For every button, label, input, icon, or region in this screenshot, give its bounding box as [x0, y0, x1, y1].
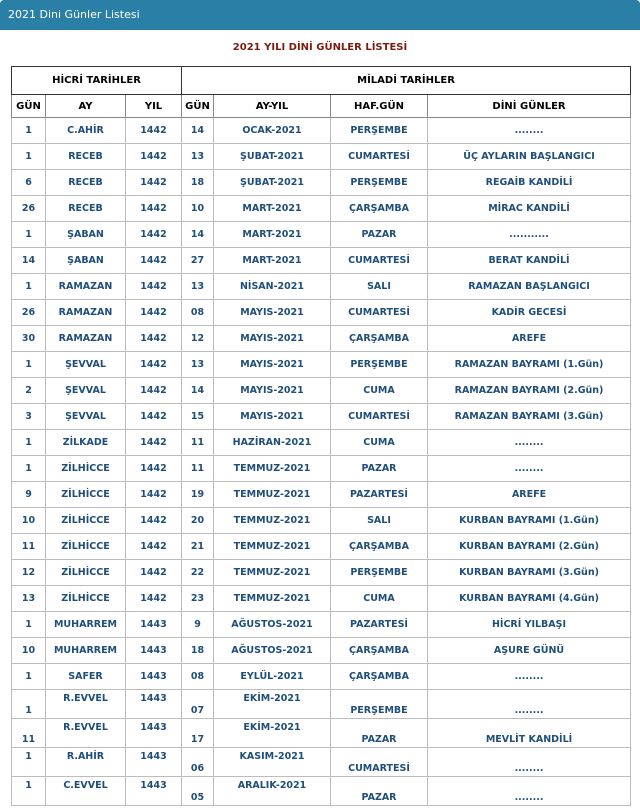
cell-weekday: PERŞEMBE: [331, 352, 428, 378]
cell-hijri-year: 1442: [126, 144, 182, 170]
table-row: [12, 664, 631, 690]
cell-religious-day: MEVLİT KANDİLİ: [428, 719, 631, 748]
cell-religious-day: ...........: [428, 222, 631, 248]
cell-hijri-month: C.EVVEL: [46, 777, 126, 806]
cell-hijri-month: ZİLHİCCE: [46, 586, 126, 612]
cell-hijri-year: 1443: [126, 612, 182, 638]
cell-hijri-day: 1: [12, 748, 46, 777]
cell-hijri-month: RAMAZAN: [46, 300, 126, 326]
cell-hijri-day: 10: [12, 638, 46, 664]
cell-weekday: PAZAR: [331, 222, 428, 248]
column-header-hijri-day: GÜN: [12, 95, 46, 118]
cell-hijri-year: 1442: [126, 196, 182, 222]
cell-hijri-month: ŞEVVAL: [46, 404, 126, 430]
cell-weekday: CUMARTESİ: [331, 404, 428, 430]
cell-religious-day: KURBAN BAYRAMI (3.Gün): [428, 560, 631, 586]
column-header-month-year: AY-YIL: [214, 95, 331, 118]
table-row: [12, 274, 631, 300]
cell-hijri-day: 3: [12, 404, 46, 430]
cell-religious-day: ÜÇ AYLARIN BAŞLANGICI: [428, 144, 631, 170]
column-header-hijri-month: AY: [46, 95, 126, 118]
cell-hijri-year: 1442: [126, 378, 182, 404]
cell-religious-day: ........: [428, 777, 631, 806]
hijri-dates-header: HİCRİ TARİHLER: [12, 67, 182, 95]
cell-gregorian-day: 06: [182, 748, 214, 777]
cell-gregorian-day: 17: [182, 719, 214, 748]
cell-hijri-month: ZİLHİCCE: [46, 534, 126, 560]
cell-religious-day: KURBAN BAYRAMI (4.Gün): [428, 586, 631, 612]
cell-hijri-year: 1442: [126, 118, 182, 144]
cell-hijri-month: ZİLHİCCE: [46, 560, 126, 586]
cell-gregorian-day: 11: [182, 430, 214, 456]
cell-hijri-day: 6: [12, 170, 46, 196]
cell-hijri-month: ŞABAN: [46, 222, 126, 248]
cell-weekday: SALI: [331, 274, 428, 300]
cell-hijri-year: 1442: [126, 456, 182, 482]
cell-month-year: OCAK-2021: [214, 118, 331, 144]
cell-hijri-month: ZİLKADE: [46, 430, 126, 456]
cell-month-year: MART-2021: [214, 222, 331, 248]
cell-gregorian-day: 20: [182, 508, 214, 534]
table-row: [12, 482, 631, 508]
cell-hijri-month: MUHARREM: [46, 638, 126, 664]
table-row: [12, 326, 631, 352]
cell-gregorian-day: 19: [182, 482, 214, 508]
cell-hijri-month: ZİLHİCCE: [46, 482, 126, 508]
cell-religious-day: ........: [428, 430, 631, 456]
cell-gregorian-day: 08: [182, 300, 214, 326]
cell-gregorian-day: 15: [182, 404, 214, 430]
cell-gregorian-day: 23: [182, 586, 214, 612]
column-header-row: [12, 95, 631, 118]
cell-month-year: TEMMUZ-2021: [214, 560, 331, 586]
cell-gregorian-day: 13: [182, 352, 214, 378]
cell-month-year: TEMMUZ-2021: [214, 534, 331, 560]
table-row: [12, 719, 631, 748]
cell-gregorian-day: 05: [182, 777, 214, 806]
cell-hijri-year: 1443: [126, 719, 182, 748]
table-body: [12, 118, 631, 806]
column-header-weekday: HAF.GÜN: [331, 95, 428, 118]
table-row: [12, 777, 631, 806]
cell-gregorian-day: 11: [182, 456, 214, 482]
cell-hijri-year: 1442: [126, 170, 182, 196]
group-header-row: [12, 67, 631, 95]
cell-weekday: PAZAR: [331, 719, 428, 748]
cell-hijri-day: 1: [12, 612, 46, 638]
cell-gregorian-day: 27: [182, 248, 214, 274]
cell-hijri-year: 1443: [126, 638, 182, 664]
cell-weekday: PAZAR: [331, 456, 428, 482]
cell-weekday: PERŞEMBE: [331, 690, 428, 719]
cell-hijri-day: 30: [12, 326, 46, 352]
cell-religious-day: REGAİB KANDİLİ: [428, 170, 631, 196]
window-title: 2021 Dini Günler Listesi: [8, 8, 140, 21]
cell-month-year: MART-2021: [214, 248, 331, 274]
cell-hijri-year: 1442: [126, 404, 182, 430]
cell-hijri-day: 26: [12, 300, 46, 326]
cell-hijri-month: R.EVVEL: [46, 690, 126, 719]
cell-religious-day: ........: [428, 664, 631, 690]
cell-weekday: CUMA: [331, 586, 428, 612]
cell-hijri-year: 1442: [126, 222, 182, 248]
table-row: [12, 144, 631, 170]
cell-religious-day: ........: [428, 456, 631, 482]
column-header-gregorian-day: GÜN: [182, 95, 214, 118]
table-row: [12, 378, 631, 404]
cell-hijri-day: 2: [12, 378, 46, 404]
gregorian-dates-header: MİLADİ TARİHLER: [182, 67, 631, 95]
cell-hijri-year: 1442: [126, 508, 182, 534]
cell-hijri-day: 1: [12, 144, 46, 170]
cell-weekday: CUMA: [331, 430, 428, 456]
cell-hijri-day: 10: [12, 508, 46, 534]
cell-weekday: CUMARTESİ: [331, 248, 428, 274]
cell-hijri-year: 1443: [126, 748, 182, 777]
table-row: [12, 118, 631, 144]
cell-hijri-day: 1: [12, 352, 46, 378]
cell-weekday: PERŞEMBE: [331, 560, 428, 586]
cell-hijri-month: R.AHİR: [46, 748, 126, 777]
cell-month-year: ŞUBAT-2021: [214, 144, 331, 170]
cell-gregorian-day: 08: [182, 664, 214, 690]
cell-hijri-month: MUHARREM: [46, 612, 126, 638]
cell-religious-day: KURBAN BAYRAMI (1.Gün): [428, 508, 631, 534]
cell-gregorian-day: 10: [182, 196, 214, 222]
cell-hijri-year: 1442: [126, 352, 182, 378]
cell-month-year: TEMMUZ-2021: [214, 508, 331, 534]
table-row: [12, 748, 631, 777]
cell-month-year: MART-2021: [214, 196, 331, 222]
cell-weekday: CUMARTESİ: [331, 144, 428, 170]
table-row: [12, 638, 631, 664]
cell-weekday: PAZARTESİ: [331, 482, 428, 508]
cell-weekday: PAZARTESİ: [331, 612, 428, 638]
cell-weekday: ÇARŞAMBA: [331, 664, 428, 690]
cell-month-year: MAYIS-2021: [214, 404, 331, 430]
table-row: [12, 430, 631, 456]
cell-gregorian-day: 22: [182, 560, 214, 586]
cell-hijri-day: 26: [12, 196, 46, 222]
cell-hijri-year: 1442: [126, 248, 182, 274]
cell-hijri-day: 1: [12, 456, 46, 482]
cell-month-year: EKİM-2021: [214, 690, 331, 719]
cell-gregorian-day: 21: [182, 534, 214, 560]
cell-weekday: ÇARŞAMBA: [331, 326, 428, 352]
page-title: 2021 YILI DİNİ GÜNLER LİSTESİ: [232, 42, 408, 53]
cell-hijri-month: RECEB: [46, 144, 126, 170]
cell-hijri-day: 11: [12, 719, 46, 748]
cell-gregorian-day: 14: [182, 378, 214, 404]
cell-gregorian-day: 07: [182, 690, 214, 719]
cell-hijri-month: ŞEVVAL: [46, 352, 126, 378]
holidays-table: [11, 66, 631, 806]
cell-hijri-year: 1442: [126, 326, 182, 352]
table-row: [12, 170, 631, 196]
column-header-religious-day: DİNİ GÜNLER: [428, 95, 631, 118]
cell-hijri-month: RAMAZAN: [46, 326, 126, 352]
cell-religious-day: RAMAZAN BAYRAMI (1.Gün): [428, 352, 631, 378]
cell-hijri-day: 12: [12, 560, 46, 586]
cell-weekday: SALI: [331, 508, 428, 534]
table-row: [12, 586, 631, 612]
cell-religious-day: RAMAZAN BAYRAMI (3.Gün): [428, 404, 631, 430]
cell-month-year: MAYIS-2021: [214, 300, 331, 326]
cell-weekday: PERŞEMBE: [331, 170, 428, 196]
cell-hijri-day: 9: [12, 482, 46, 508]
cell-hijri-year: 1442: [126, 534, 182, 560]
cell-gregorian-day: 14: [182, 222, 214, 248]
cell-religious-day: ........: [428, 690, 631, 719]
table-row: [12, 560, 631, 586]
cell-hijri-year: 1442: [126, 560, 182, 586]
table-row: [12, 690, 631, 719]
cell-hijri-year: 1442: [126, 586, 182, 612]
cell-hijri-month: R.EVVEL: [46, 719, 126, 748]
cell-religious-day: MİRAC KANDİLİ: [428, 196, 631, 222]
cell-month-year: TEMMUZ-2021: [214, 482, 331, 508]
cell-hijri-year: 1442: [126, 274, 182, 300]
cell-weekday: CUMARTESİ: [331, 300, 428, 326]
cell-religious-day: RAMAZAN BAYRAMI (2.Gün): [428, 378, 631, 404]
cell-month-year: HAZİRAN-2021: [214, 430, 331, 456]
cell-hijri-day: 1: [12, 777, 46, 806]
cell-hijri-day: 1: [12, 664, 46, 690]
column-header-hijri-year: YIL: [126, 95, 182, 118]
cell-religious-day: AŞURE GÜNÜ: [428, 638, 631, 664]
table-row: [12, 248, 631, 274]
table-row: [12, 404, 631, 430]
cell-month-year: ARALIK-2021: [214, 777, 331, 806]
window-title-bar: [0, 0, 640, 30]
table-row: [12, 196, 631, 222]
cell-month-year: MAYIS-2021: [214, 378, 331, 404]
cell-weekday: ÇARŞAMBA: [331, 534, 428, 560]
table-row: [12, 534, 631, 560]
cell-religious-day: KURBAN BAYRAMI (2.Gün): [428, 534, 631, 560]
cell-hijri-day: 1: [12, 118, 46, 144]
cell-month-year: EYLÜL-2021: [214, 664, 331, 690]
cell-hijri-month: ZİLHİCCE: [46, 508, 126, 534]
cell-hijri-year: 1443: [126, 664, 182, 690]
cell-gregorian-day: 12: [182, 326, 214, 352]
cell-religious-day: HİCRİ YILBAŞI: [428, 612, 631, 638]
cell-hijri-year: 1442: [126, 300, 182, 326]
cell-hijri-year: 1442: [126, 482, 182, 508]
cell-hijri-day: 14: [12, 248, 46, 274]
table-row: [12, 352, 631, 378]
cell-month-year: EKİM-2021: [214, 719, 331, 748]
cell-hijri-day: 13: [12, 586, 46, 612]
cell-month-year: TEMMUZ-2021: [214, 456, 331, 482]
cell-month-year: MAYIS-2021: [214, 352, 331, 378]
cell-gregorian-day: 13: [182, 274, 214, 300]
cell-religious-day: RAMAZAN BAŞLANGICI: [428, 274, 631, 300]
cell-weekday: PAZAR: [331, 777, 428, 806]
cell-month-year: NİSAN-2021: [214, 274, 331, 300]
cell-month-year: AĞUSTOS-2021: [214, 612, 331, 638]
cell-weekday: CUMA: [331, 378, 428, 404]
cell-hijri-month: ZİLHİCCE: [46, 456, 126, 482]
cell-hijri-year: 1443: [126, 777, 182, 806]
table-row: [12, 300, 631, 326]
cell-weekday: ÇARŞAMBA: [331, 196, 428, 222]
cell-month-year: MAYIS-2021: [214, 326, 331, 352]
cell-hijri-month: C.AHİR: [46, 118, 126, 144]
table-row: [12, 612, 631, 638]
cell-gregorian-day: 13: [182, 144, 214, 170]
cell-hijri-month: RECEB: [46, 196, 126, 222]
cell-month-year: KASIM-2021: [214, 748, 331, 777]
cell-weekday: CUMARTESİ: [331, 748, 428, 777]
cell-hijri-month: ŞABAN: [46, 248, 126, 274]
cell-religious-day: KADİR GECESİ: [428, 300, 631, 326]
cell-religious-day: AREFE: [428, 482, 631, 508]
cell-hijri-month: RECEB: [46, 170, 126, 196]
table-row: [12, 456, 631, 482]
cell-hijri-day: 1: [12, 690, 46, 719]
cell-hijri-day: 1: [12, 430, 46, 456]
cell-religious-day: ........: [428, 748, 631, 777]
cell-religious-day: ........: [428, 118, 631, 144]
cell-hijri-day: 1: [12, 274, 46, 300]
cell-religious-day: BERAT KANDİLİ: [428, 248, 631, 274]
cell-hijri-month: RAMAZAN: [46, 274, 126, 300]
cell-month-year: TEMMUZ-2021: [214, 586, 331, 612]
cell-gregorian-day: 9: [182, 612, 214, 638]
cell-month-year: AĞUSTOS-2021: [214, 638, 331, 664]
cell-hijri-year: 1443: [126, 690, 182, 719]
cell-gregorian-day: 18: [182, 170, 214, 196]
cell-religious-day: AREFE: [428, 326, 631, 352]
cell-gregorian-day: 18: [182, 638, 214, 664]
cell-weekday: ÇARŞAMBA: [331, 638, 428, 664]
holidays-table-container: [11, 66, 630, 806]
cell-hijri-month: ŞEVVAL: [46, 378, 126, 404]
table-row: [12, 222, 631, 248]
cell-hijri-year: 1442: [126, 430, 182, 456]
cell-hijri-day: 11: [12, 534, 46, 560]
cell-weekday: PERŞEMBE: [331, 118, 428, 144]
table-row: [12, 508, 631, 534]
cell-gregorian-day: 14: [182, 118, 214, 144]
cell-month-year: ŞUBAT-2021: [214, 170, 331, 196]
cell-hijri-month: SAFER: [46, 664, 126, 690]
cell-hijri-day: 1: [12, 222, 46, 248]
